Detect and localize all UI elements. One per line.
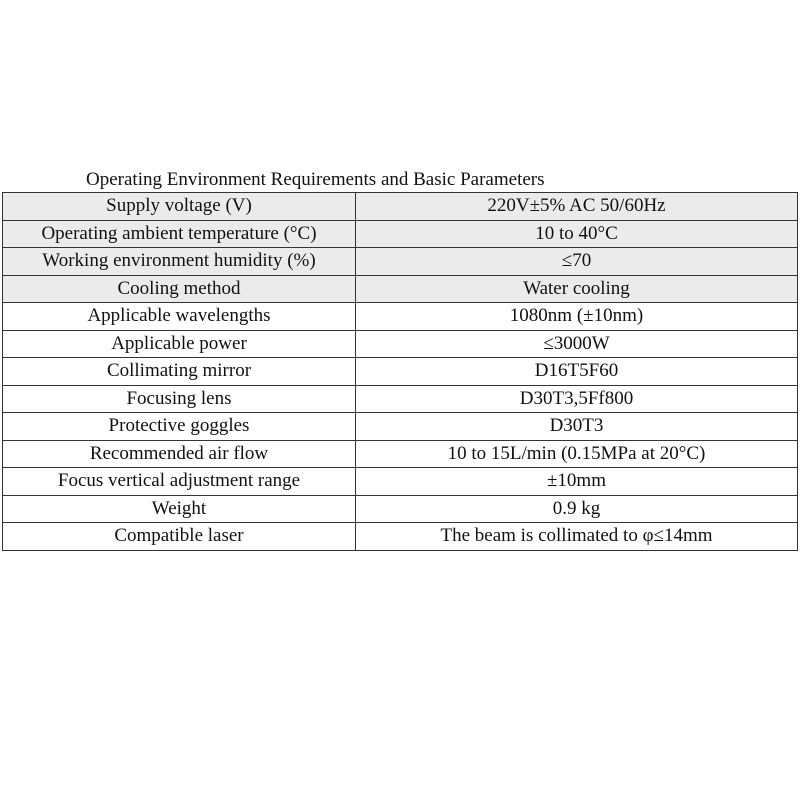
table-row [3, 495, 798, 523]
parameter-value: 10 to 15L/min (0.15MPa at 20°C) [356, 440, 798, 468]
parameter-label: Cooling method [3, 275, 356, 303]
table-caption: Operating Environment Requirements and Basic Parameters [86, 169, 545, 190]
parameter-label: Operating ambient temperature (°C) [3, 220, 356, 248]
table-row [3, 440, 798, 468]
parameter-label: Compatible laser [3, 523, 356, 551]
parameter-value: 10 to 40°C [356, 220, 798, 248]
parameter-value: ≤70 [356, 248, 798, 276]
parameter-label: Supply voltage (V) [3, 193, 356, 221]
parameter-label: Protective goggles [3, 413, 356, 441]
parameter-value: D30T3 [356, 413, 798, 441]
table-row [3, 523, 798, 551]
table-row [3, 330, 798, 358]
table-row [3, 468, 798, 496]
table-row [3, 385, 798, 413]
parameter-value: 1080nm (±10nm) [356, 303, 798, 331]
table-row [3, 413, 798, 441]
parameter-label: Focusing lens [3, 385, 356, 413]
parameter-label: Focus vertical adjustment range [3, 468, 356, 496]
parameter-label: Weight [3, 495, 356, 523]
table-row [3, 275, 798, 303]
parameter-label: Collimating mirror [3, 358, 356, 386]
parameter-value: 220V±5% AC 50/60Hz [356, 193, 798, 221]
parameter-label: Recommended air flow [3, 440, 356, 468]
parameter-value: ≤3000W [356, 330, 798, 358]
table-row [3, 193, 798, 221]
parameter-value: D16T5F60 [356, 358, 798, 386]
parameter-label: Applicable power [3, 330, 356, 358]
parameter-value: ±10mm [356, 468, 798, 496]
parameter-label: Working environment humidity (%) [3, 248, 356, 276]
parameter-value: D30T3,5Ff800 [356, 385, 798, 413]
parameter-value: 0.9 kg [356, 495, 798, 523]
table-row [3, 303, 798, 331]
table-row [3, 358, 798, 386]
parameter-value: Water cooling [356, 275, 798, 303]
parameters-table [2, 192, 798, 551]
table-row [3, 248, 798, 276]
parameter-label: Applicable wavelengths [3, 303, 356, 331]
table-row [3, 220, 798, 248]
parameter-value: The beam is collimated to φ≤14mm [356, 523, 798, 551]
